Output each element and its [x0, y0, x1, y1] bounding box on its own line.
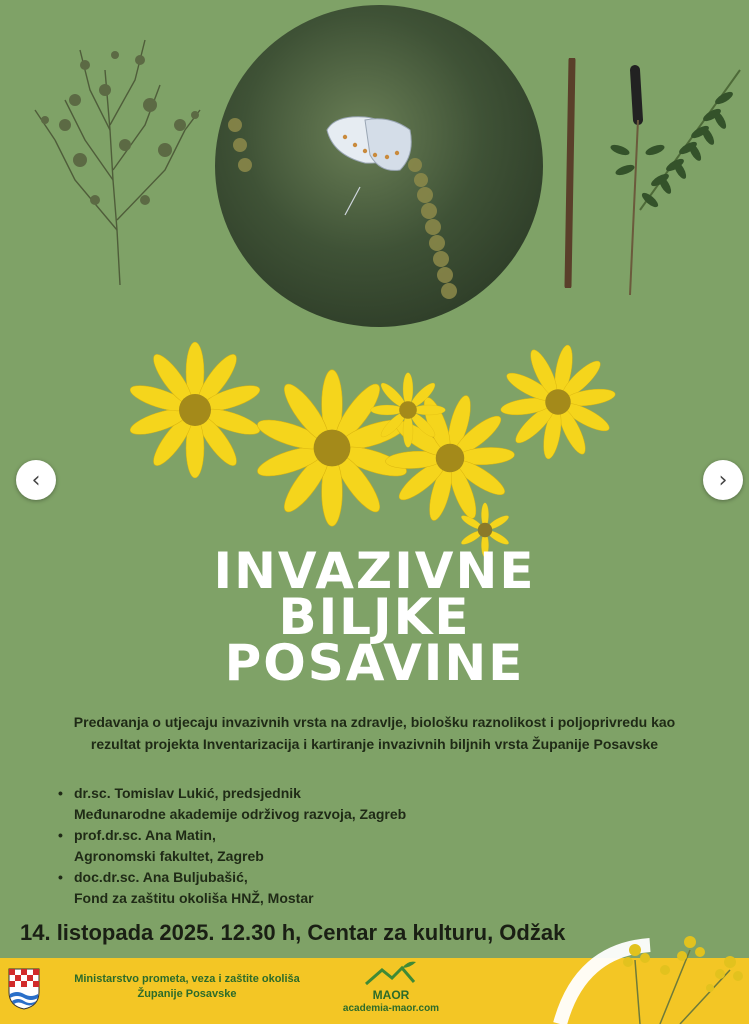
event-details: 14. listopada 2025. 12.30 h, Centar za kulturu, Odžak [20, 920, 566, 945]
ministry-logo-text [52, 972, 322, 1002]
bullet: • [58, 827, 63, 843]
carousel-prev-button[interactable] [16, 460, 56, 500]
title-line-3: POSAVINE [224, 634, 525, 692]
carousel-next-button[interactable] [703, 460, 743, 500]
title-line-2: BILJKE [278, 588, 471, 646]
bullet: • [58, 785, 63, 801]
speaker-affiliation: Agronomski fakultet, Zagreb [74, 848, 264, 864]
false-indigo-plant-image [600, 60, 748, 300]
sunflower-cluster-image [110, 330, 630, 560]
speaker-name: doc.dr.sc. Ana Buljubašić, [74, 869, 248, 885]
chevron-left-icon: ‹ [31, 467, 41, 493]
speaker-item [58, 783, 406, 804]
speaker-affiliation: Međunarodne akademije održivog razvoja, Zagreb [74, 806, 407, 822]
maor-website-link[interactable]: academia-maor.com [342, 1003, 440, 1014]
description-line-1: Predavanja o utjecaju invazivnih vrsta na zdravlje, biološku raznolikost i poljoprivredu kao [73, 714, 676, 730]
speaker-item [58, 867, 406, 888]
description [10, 711, 739, 755]
title-line-1: INVAZIVNE [213, 542, 536, 600]
coat-of-arms-logo [8, 968, 40, 1010]
speaker-affiliation: Fond za zaštitu okoliša HNŽ, Mostar [74, 890, 314, 906]
chevron-right-icon: › [718, 467, 728, 493]
speaker-name: prof.dr.sc. Ana Matin, [74, 827, 216, 843]
speaker-item [58, 825, 406, 846]
ministry-line-1: Ministarstvo prometa, veza i zaštite okoliša [74, 973, 300, 985]
bullet: • [58, 869, 63, 885]
description-line-2: rezultat projekta Inventarizacija i kartiranje invazivnih biljnih vrsta Županije Posavske [90, 736, 659, 752]
maor-name: MAOR [372, 988, 410, 1002]
maor-logo-icon [362, 958, 418, 988]
ministry-line-2: Županije Posavske [137, 988, 237, 1000]
speaker-list [58, 783, 406, 909]
butterfly-photo [215, 5, 543, 327]
stem-image [558, 58, 582, 288]
speaker-name: dr.sc. Tomislav Lukić, predsjednik [74, 785, 301, 801]
poster-title [0, 542, 749, 692]
goldenrod-image [540, 930, 749, 1024]
wormwood-plant-image [25, 30, 205, 290]
